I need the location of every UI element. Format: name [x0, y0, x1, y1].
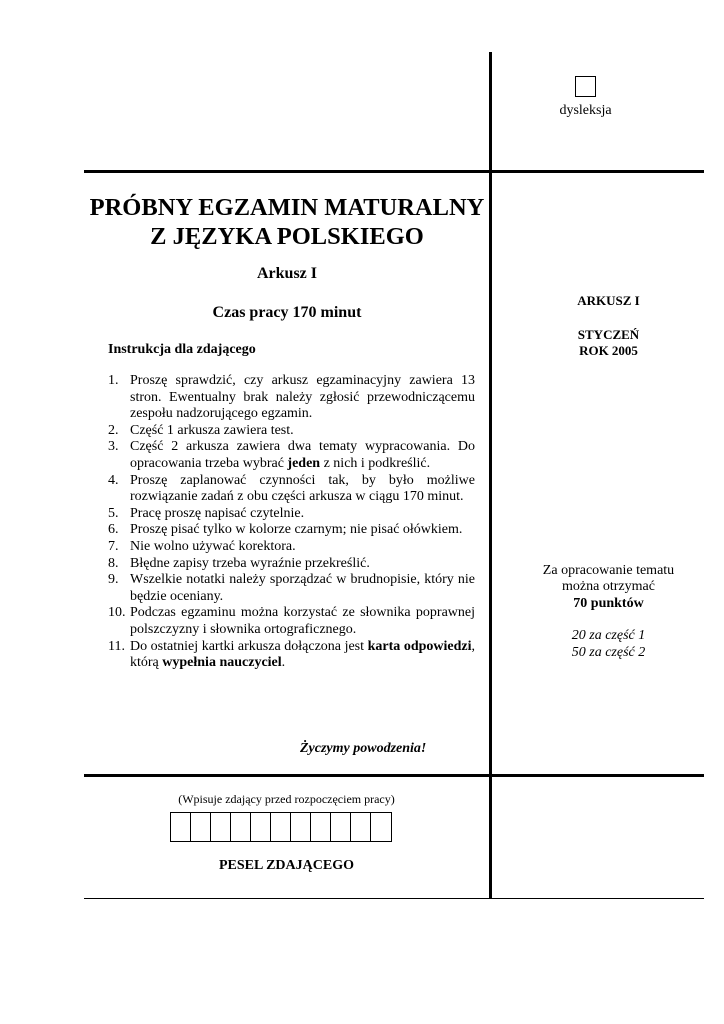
instruction-number: 7. [108, 538, 119, 554]
bottom-divider [84, 774, 704, 777]
instruction-bold-text: wypełnia nauczyciel [162, 655, 282, 671]
pesel-digit-box[interactable] [351, 813, 371, 841]
instruction-number: 1. [108, 373, 119, 388]
instruction-item [108, 473, 475, 506]
time-label: Czas pracy 170 minut [212, 304, 362, 321]
footer-line [84, 898, 704, 899]
instruction-text-part: Proszę zaplanować czynności tak, by było możliwe rozwiązanie zadań z obu części arkusza w ciągu 170 minut. [130, 472, 475, 505]
instruction-text-part: z nich i podkreślić. [320, 455, 431, 471]
instruction-text-part: , którą [130, 638, 476, 671]
instruction-text-part: Pracę proszę napisać czytelnie. [130, 505, 305, 521]
instruction-text [130, 423, 475, 440]
exam-title [80, 193, 494, 251]
instruction-text [130, 506, 475, 523]
points-part2: 50 za część 2 [571, 645, 646, 660]
instruction-text-part: Część 1 arkusza zawiera test. [130, 422, 294, 438]
instruction-text-part: Część 2 arkusza zawiera dwa tematy wypracowania. Do opracowania trzeba wybrać [130, 439, 475, 471]
instruction-text-part: Proszę pisać tylko w kolorze czarnym; nie pisać ołówkiem. [130, 522, 463, 538]
instruction-number: 8. [108, 555, 119, 571]
instruction-item [108, 556, 475, 573]
instruction-number: 10. [108, 605, 126, 621]
pesel-digit-box[interactable] [191, 813, 211, 841]
instruction-text-part: Proszę sprawdzić, czy arkusz egzaminacyjny zawiera 13 stron. Ewentualny brak należy zgłosić przewodniczącemu zespołu nadzorującego egzamin. [130, 373, 475, 422]
instruction-text-part: Podczas egzaminu można korzystać ze słownika poprawnej polszczyzny i słownika ortograficznego. [130, 605, 475, 637]
pesel-digit-box[interactable] [211, 813, 231, 841]
instruction-item [108, 572, 475, 605]
instruction-text [130, 605, 475, 638]
instruction-text-part: . [281, 655, 286, 671]
side-year: ROK 2005 [579, 343, 638, 358]
instruction-item [108, 423, 475, 440]
instruction-bold-text: karta odpowiedzi [367, 638, 472, 654]
sheet-label: Arkusz I [256, 265, 317, 282]
instruction-text [130, 572, 475, 605]
top-divider [84, 170, 704, 173]
side-sheet: ARKUSZ I [577, 293, 640, 308]
instruction-bold-text: jeden [287, 455, 321, 471]
pesel-digit-box[interactable] [311, 813, 331, 841]
pesel-digit-box[interactable] [291, 813, 311, 841]
instruction-text-part: Do ostatniej kartki arkusza dołączona jest [130, 638, 368, 654]
instructions-list [108, 373, 475, 672]
instruction-item [108, 605, 475, 638]
instruction-number: 5. [108, 505, 119, 521]
exam-title-line2: Z JĘZYKA POLSKIEGO [150, 223, 424, 250]
pesel-label: PESEL ZDAJĄCEGO [219, 858, 354, 873]
side-month: STYCZEŃ [577, 327, 640, 342]
pesel-digit-box[interactable] [331, 813, 351, 841]
instruction-number: 4. [108, 472, 119, 488]
wishes-text: Życzymy powodzenia! [300, 741, 427, 756]
points-part1: 20 za część 1 [571, 628, 646, 643]
pesel-digit-box[interactable] [231, 813, 251, 841]
dyslexia-checkbox[interactable] [575, 76, 596, 97]
instruction-text-part: Wszelkie notatki należy sporządzać w brudnopisie, który nie będzie oceniany. [130, 572, 475, 604]
instruction-number: 6. [108, 522, 119, 538]
dyslexia-label: dysleksja [559, 103, 612, 118]
instruction-number: 9. [108, 572, 119, 588]
pesel-digit-box[interactable] [371, 813, 391, 841]
instruction-text [130, 439, 475, 472]
instruction-number: 3. [108, 439, 119, 455]
instruction-text [130, 473, 475, 506]
instruction-number: 2. [108, 422, 119, 438]
pesel-digit-box[interactable] [251, 813, 271, 841]
instruction-item [108, 639, 475, 672]
instruction-text-part: Błędne zapisy trzeba wyraźnie przekreślić. [130, 555, 370, 571]
instruction-text [130, 539, 475, 556]
pesel-digit-box[interactable] [171, 813, 191, 841]
pesel-input[interactable] [170, 812, 392, 842]
instructions-heading: Instrukcja dla zdającego [108, 342, 256, 357]
instruction-text [130, 522, 475, 539]
pesel-note: (Wpisuje zdający przed rozpoczęciem pracy) [178, 792, 395, 806]
instruction-item [108, 439, 475, 472]
points-line2: można otrzymać [562, 579, 655, 594]
vertical-divider [489, 52, 492, 899]
instruction-item [108, 522, 475, 539]
instruction-number: 11. [108, 638, 125, 654]
exam-title-line1: PRÓBNY EGZAMIN MATURALNY [89, 194, 485, 221]
instruction-text-part: Nie wolno używać korektora. [130, 538, 296, 554]
points-line1: Za opracowanie tematu [542, 563, 675, 578]
instruction-item [108, 506, 475, 523]
pesel-digit-box[interactable] [271, 813, 291, 841]
instruction-item [108, 539, 475, 556]
points-value: 70 punktów [573, 596, 644, 611]
instruction-text [130, 639, 475, 672]
instruction-text [130, 556, 475, 573]
instruction-text [130, 373, 475, 423]
instruction-item [108, 373, 475, 423]
